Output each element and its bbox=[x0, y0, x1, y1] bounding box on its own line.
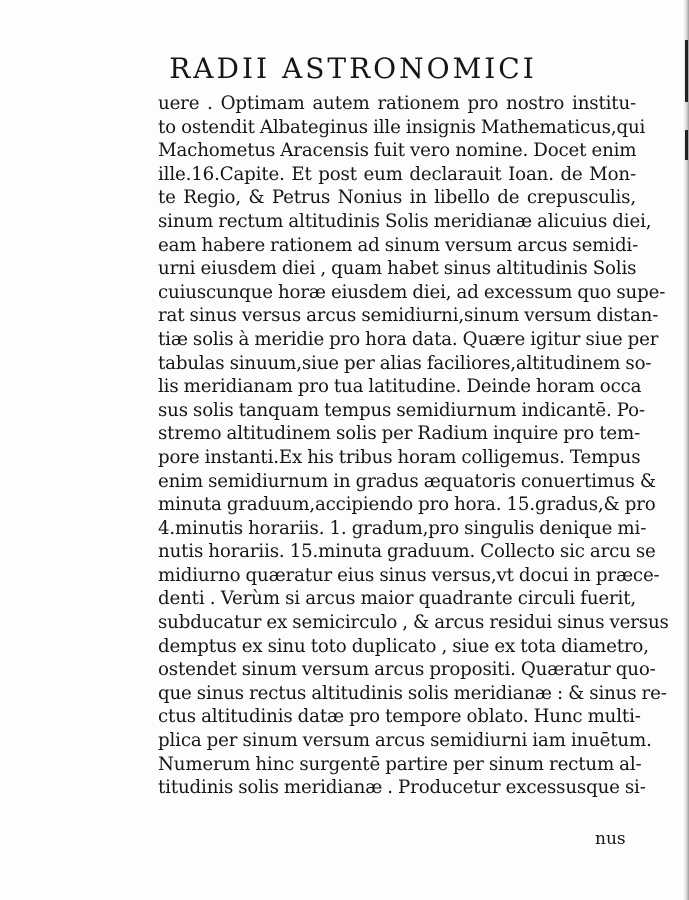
text-line: tabulas sinuum,siue per alias faciliores,altitudinem so- bbox=[158, 352, 652, 374]
text-line: ostendet sinum versum arcus propositi. Quæratur quo- bbox=[158, 659, 656, 681]
text-line: urni eiusdem diei , quam habet sinus altitudinis Solis bbox=[158, 258, 637, 280]
text-line: uere . Optimam autem rationem pro nostro institu- bbox=[158, 93, 636, 114]
text-line: nutis horariis. 15.minuta graduum. Collecto sic arcu se bbox=[158, 541, 656, 563]
text-line: rat sinus versus arcus semidiurni,sinum versum distan- bbox=[158, 305, 659, 327]
text-line: subducatur ex semicirculo , & arcus residui sinus versus bbox=[158, 612, 669, 634]
text-line: 4.minutis horariis. 1. gradum,pro singulis denique mi- bbox=[158, 517, 647, 539]
text-line: te Regio, & Petrus Nonius in libello de crepusculis, bbox=[158, 187, 636, 209]
edge-mark bbox=[685, 130, 688, 160]
text-line: minuta graduum,accipiendo pro hora. 15.gradus,& pro bbox=[158, 494, 656, 516]
text-line: stremo altitudinem solis per Radium inquire pro tem- bbox=[158, 423, 641, 445]
text-line: lis meridianam pro tua latitudine. Deinde horam occa bbox=[158, 376, 642, 398]
text-line: Machometus Aracensis fuit vero nomine. Docet enim bbox=[158, 140, 637, 162]
text-line: sinum rectum altitudinis Solis meridianæ alicuius diei, bbox=[158, 210, 652, 232]
text-line: plica per sinum versum arcus semidiurni iam inuētum. bbox=[158, 730, 652, 752]
text-line: Numerum hinc surgentē partire per sinum rectum al- bbox=[158, 753, 642, 775]
body-text bbox=[158, 92, 669, 800]
text-line: sus solis tanquam tempus semidiurnum indicantē. Po- bbox=[158, 399, 645, 421]
text-line: to ostendit Albateginus ille insignis Mathematicus,qui bbox=[158, 116, 646, 138]
catchword: nus bbox=[595, 829, 626, 849]
text-line: que sinus rectus altitudinis solis meridianæ : & sinus re- bbox=[158, 682, 667, 704]
running-head: RADII ASTRONOMICI bbox=[169, 52, 537, 85]
text-line: midiurno quæratur eius sinus versus,vt docui in præce- bbox=[158, 564, 660, 586]
text-line: tiæ solis à meridie pro hora data. Quære igitur siue per bbox=[158, 328, 659, 350]
text-line: ille.16.Capite. Et post eum declarauit Ioan. de Mon- bbox=[158, 163, 636, 185]
text-line: pore instanti.Ex his tribus horam colligemus. Tempus bbox=[158, 446, 641, 468]
text-line: eam habere rationem ad sinum versum arcus semidi- bbox=[158, 234, 639, 256]
text-line: titudinis solis meridianæ . Producetur excessusque si- bbox=[158, 777, 646, 799]
text-line: denti . Verùm si arcus maior quadrante circuli fuerit, bbox=[158, 588, 636, 610]
text-line: enim semidiurnum in gradus æquatoris conuertimus & bbox=[158, 470, 656, 492]
text-line: ctus altitudinis datæ pro tempore oblato. Hunc multi- bbox=[158, 706, 641, 728]
text-line: demptus ex sinu toto duplicato , siue ex tota diametro, bbox=[158, 635, 649, 657]
edge-mark bbox=[685, 40, 688, 102]
page-edge-shadow bbox=[683, 0, 689, 900]
text-line: cuiuscunque horæ eiusdem diei, ad excessum quo supe- bbox=[158, 281, 666, 303]
